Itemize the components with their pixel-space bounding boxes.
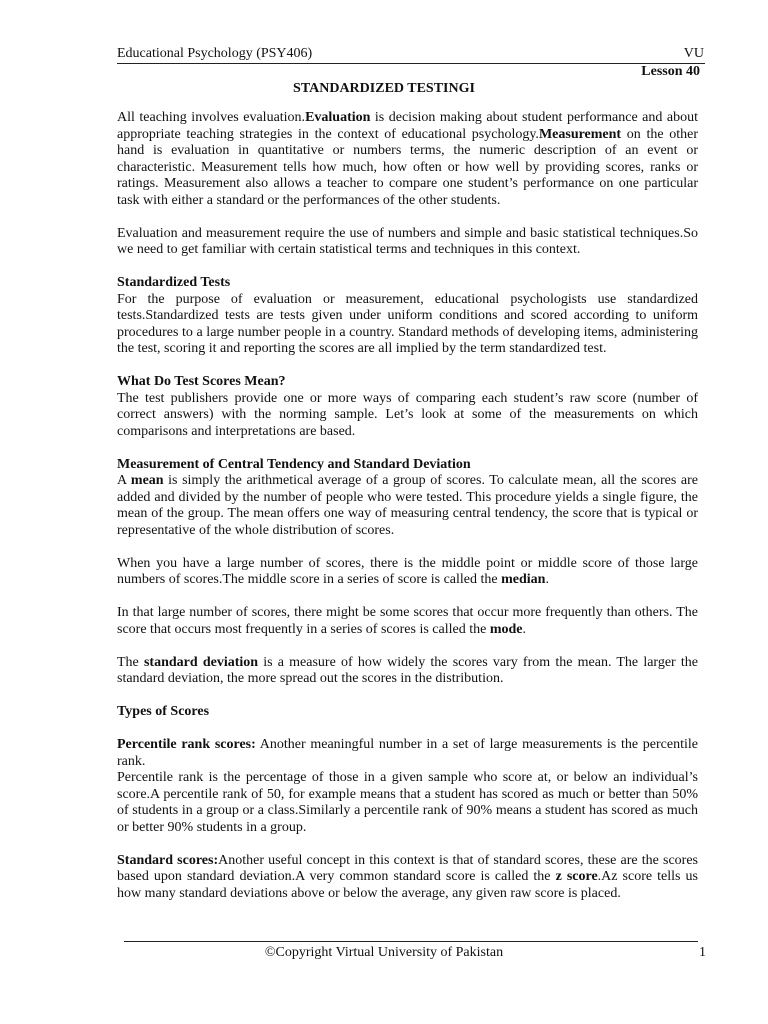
intro-paragraph-1 — [117, 110, 698, 209]
header-course: Educational Psychology (PSY406) — [117, 46, 313, 61]
term-percentile-rank: Percentile rank scores: — [117, 737, 256, 752]
term-standard-scores: Standard scores: — [117, 852, 219, 868]
heading-test-scores: What Do Test Scores Mean? — [117, 374, 286, 389]
text-run: A — [117, 473, 131, 488]
term-measurement: Measurement — [538, 126, 622, 142]
text-run: When you have a large number of scores, there is the middle point or middle score of those large numbers of scores.The middle score in a series of score is called the — [117, 555, 698, 587]
term-z-score: z score — [555, 869, 598, 884]
text-run: All teaching involves evaluation. — [117, 110, 306, 125]
text-run: Another useful concept in this context is that of standard scores, these are the scores based upon standard deviation.A very common standard score is called the — [117, 852, 698, 884]
test-scores-body: The test publishers provide one or more ways of comparing each student’s raw score (number of correct answers) with the norming sample. Let’s look at some of the measurements on which comparisons and interpretations are based. — [117, 390, 698, 439]
percentile-rank-paragraph-1 — [117, 737, 698, 770]
footer-rule — [124, 941, 698, 942]
term-median: median — [501, 572, 546, 587]
heading-standardized-tests: Standardized Tests — [117, 275, 231, 290]
text-run: Another meaningful number in a set of large measurements is the percentile rank. — [117, 737, 698, 769]
mode-paragraph — [117, 605, 698, 638]
header-rule — [117, 63, 705, 64]
text-run: is decision making about student performance and about appropriate teaching strategies in the context of educational psychology. — [117, 110, 698, 142]
intro-paragraph-2: Evaluation and measurement require the use of numbers and simple and basic statistical techniques.So we need to get familiar with certain statistical terms and techniques in this context. — [117, 225, 698, 257]
text-run: . — [545, 572, 549, 587]
median-paragraph — [117, 556, 698, 589]
text-run: is a measure of how widely the scores vary from the mean. The larger the standard deviation, the more spread out the scores in the distribution. — [117, 654, 698, 686]
lesson-number: Lesson 40 — [641, 64, 700, 79]
percentile-rank-paragraph-2: Percentile rank is the percentage of those in a given sample who score at, or below an individual’s score.A percentile rank of 50, for example means that a student has scored as much or better than 50% of students in a group or a class.Similarly a percentile rank of 90% means a student has scored as much or better 90% students in a group. — [117, 770, 698, 835]
text-run: The — [117, 654, 144, 670]
text-run: . — [522, 621, 526, 637]
footer-copyright: ©Copyright Virtual University of Pakistan — [264, 945, 504, 960]
heading-types-of-scores: Types of Scores — [117, 704, 210, 719]
term-standard-deviation: standard deviation — [143, 654, 259, 670]
standardized-tests-body: For the purpose of evaluation or measurement, educational psychologists use standardized tests.Standardized tests are tests given under uniform conditions and scored according to uniform procedures to a large number people in a country. Standard methods of developing items, administering the test, scoring it and reporting the scores are all implied by the term standardized test. — [117, 291, 698, 356]
header-institution: VU — [683, 46, 704, 61]
text-run: on the other hand is evaluation in quantitative or numbers terms, the numeric description of an event or characteristic. Measurement tells how much, how often or how well by providing scores, ranks or ratings. Measurement also allows a teacher to compare one student’s performance on one particular task with either a standard or the performances of the other students. — [117, 126, 698, 208]
text-run: is simply the arithmetical average of a group of scores. To calculate mean, all the scores are added and divided by the number of people who were tested. This procedure yields a single figure, the mean of the group. The mean offers one way of measuring central tendency, the score that is typical or representative of the whole distribution of scores. — [117, 473, 699, 538]
heading-central-tendency: Measurement of Central Tendency and Standard Deviation — [117, 456, 471, 472]
document-body — [117, 110, 698, 919]
standard-scores-paragraph — [117, 853, 698, 903]
mean-paragraph — [117, 473, 698, 539]
term-mode: mode — [489, 621, 523, 637]
page-title: STANDARDIZED TESTINGI — [293, 81, 475, 96]
standard-deviation-paragraph — [117, 655, 698, 688]
text-run: In that large number of scores, there might be some scores that occur more frequently than others. The score that occurs most frequently in a series of scores is called the — [117, 605, 698, 637]
text-run: .Az score tells us how many standard deviations above or below the average, any given raw score is placed. — [117, 869, 698, 901]
term-mean: mean — [130, 473, 164, 488]
page-number: 1 — [699, 945, 706, 960]
term-evaluation: Evaluation — [305, 110, 371, 125]
